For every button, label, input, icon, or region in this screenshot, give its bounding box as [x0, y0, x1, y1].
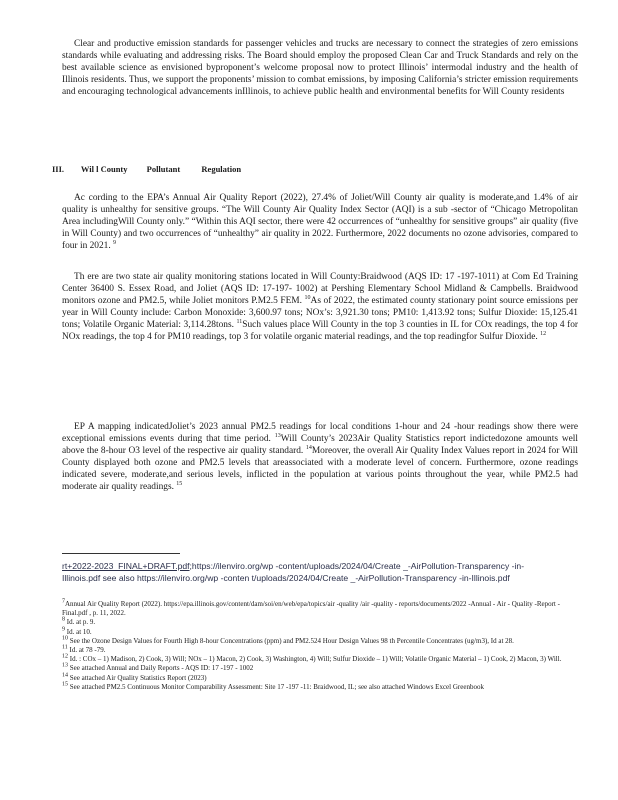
intro-paragraph: Clear and productive emission standards for passenger vehicles and trucks are necessary to connect the strategies of zero emissions standards while evaluating and addressing risks. The Board should employ the proposed Clean Car and Truck Standards and rely on the best available science as envisioned byproponent’s welcome proposal now to protect Illinois’ intermodal industry and the health of Illinois residents. Thus, we support the proponents’ mission to combat emissions, by imposing California’s stricter emission requirements and encouraging technological advancements inIllinois, to achieve public health and environmental benefits for Will County residents — [62, 39, 578, 97]
annual-report-paragraph: Ac cording to the EPA’s Annual Air Quality Report (2022), 27.4% of Joliet/Will County air quality is moderate,and 1.4% of air quality is unhealthy for sensitive groups. “The Will County Air Quality Index Sector (AQI) is a sub -sector of “Chicago Metropolitan Area includingWill County only.” “Within this AQI sector, there were 42 occurrences of “unhealthy for sensitive groups” air quality (five in Will County) and two occurrences of “unhealthy” air quality in 2022. Furthermore, 2022 documents no ozone advisories, compared to four in 2021. $^9$ — [62, 193, 578, 251]
footnote-item: $^7$Annual Air Quality Report (2022). https://epa.illinois.gov/content/dam/soi/en/web/epa/topics/air -quality /air -quality - reports/documents/2022 -Annual - Air - Quality -Report -Final.pdf , p. 11, 2022. — [62, 598, 560, 618]
epa-mapping-paragraph: EP A mapping indicatedJoliet’s 2023 annual PM2.5 readings for local conditions 1-hour and 24 -hour readings show there were exceptional emissions events during that time period. $^{13}$Will County’s 2023Air Quality Statistics report indictedozone amounts well above the 8-hour O3 level of the respective air quality standard. $^{14}$Moreover, the overall Air Quality Index Values report in 2024 for Will County displayed both ozone and PM2.5 levels that areassociated with a moderate level of concern. Furthermore, ozone readings indicated severe, moderate,and serious levels, inflicted in the population at various points throughout the year, while PM2.5 had moderate air quality readings. $^{15}$ — [62, 422, 579, 492]
footnote-item: $^{11}$ Id. at 78 -79. — [62, 644, 106, 655]
footnote-divider — [62, 553, 180, 554]
transparency-link[interactable]: ;https://ilenviro.org/wp -content/uploads/2024/04/Create _-AirPollution-Transparency -in- — [189, 561, 525, 571]
footnote-item: $^{13}$ See attached Annual and Daily Reports - AQS ID: 17 -197 - 1002 — [62, 663, 254, 673]
footnote-ref[interactable]: 13 — [274, 432, 281, 439]
monitoring-stations-paragraph: Th ere are two state air quality monitoring stations located in Will County:Braidwood (AQS ID: 17 -197-1011) at Com Ed Training Center 36400 S. Essex Road, and Joliet (AQS ID: 17-197- 1002) at Pershing Elementary School Midland & Campbells. Braidwood monitors ozone and PM2.5, while Joliet monitors P.M2.5 FEM. $^{10}$As of 2022, the estimated county stationary point source emissions per year in Will County include: Carbon Monoxide: 3,600.97 tons; NOx’s: 3,921.30 tons; PM10: 1,413.92 tons; Sulfur Dioxide: 15,125.41 tons; Volatile Organic Material: 3,114.28tons. $^{11}$Such values place Will County in the top 3 counties in IL for COx readings, the top 4 for NOx readings, the top 4 for PM10 readings, top 3 for volatile organic material readings, and the top readingfor Sulfur Dioxide. $^{12}$ — [62, 272, 579, 342]
footnote-item: $^{14}$ See attached Air Quality Statistics Report (2023) — [62, 672, 207, 682]
footnote-ref[interactable]: 10 — [304, 294, 311, 301]
footnote-link-continuation — [62, 560, 582, 584]
footnote-ref[interactable]: 11 — [236, 318, 243, 325]
footnote-item: $^{10}$ See the Ozone Design Values for Fourth High 8-hour Concentrations (ppm) and PM2.524 Hour Design Values 98 th Percentile Concentrates (ug/m3), Id at 28. — [62, 635, 514, 645]
footnote-item: $^{12}$ Id. : COx – 1) Madison, 2) Cook, 3) Will; NOx – 1) Macon, 2) Cook, 3) Washington, 4) Will; Sulfur Dioxide – 1) Will; Volatile Organic Material – 1) Cook, 2) Macon, 3) Will. — [62, 653, 562, 664]
footnote-item: $^8$ Id. at p. 9. — [62, 617, 96, 627]
footnote-item: $^{15}$ See attached PM2.5 Continuous Monitor Comparability Assessment: Site 17 -197 -11: Braidwood, IL; see also attached Windows Excel Greenbook — [62, 681, 484, 691]
section-heading: III. Wil l County Pollutant Regulation — [52, 164, 242, 174]
footnotes-list — [62, 600, 582, 692]
footnote-item: $^9$ Id. at 10. — [62, 626, 92, 636]
report-link[interactable]: rt+2022-2023_FINAL+DRAFT.pdf — [62, 561, 190, 571]
footnote-ref[interactable]: 14 — [305, 444, 312, 451]
footnote-ref[interactable]: 9 — [113, 239, 117, 246]
footnote-ref[interactable]: 15 — [176, 480, 183, 487]
footnote-ref[interactable]: 12 — [540, 330, 547, 337]
transparency-link-see-also[interactable]: Illinois.pdf see also https://ilenviro.org/wp -conten t/uploads/2024/04/Create _-AirPollution-Transparency -in-Illinois.pdf — [62, 573, 510, 583]
